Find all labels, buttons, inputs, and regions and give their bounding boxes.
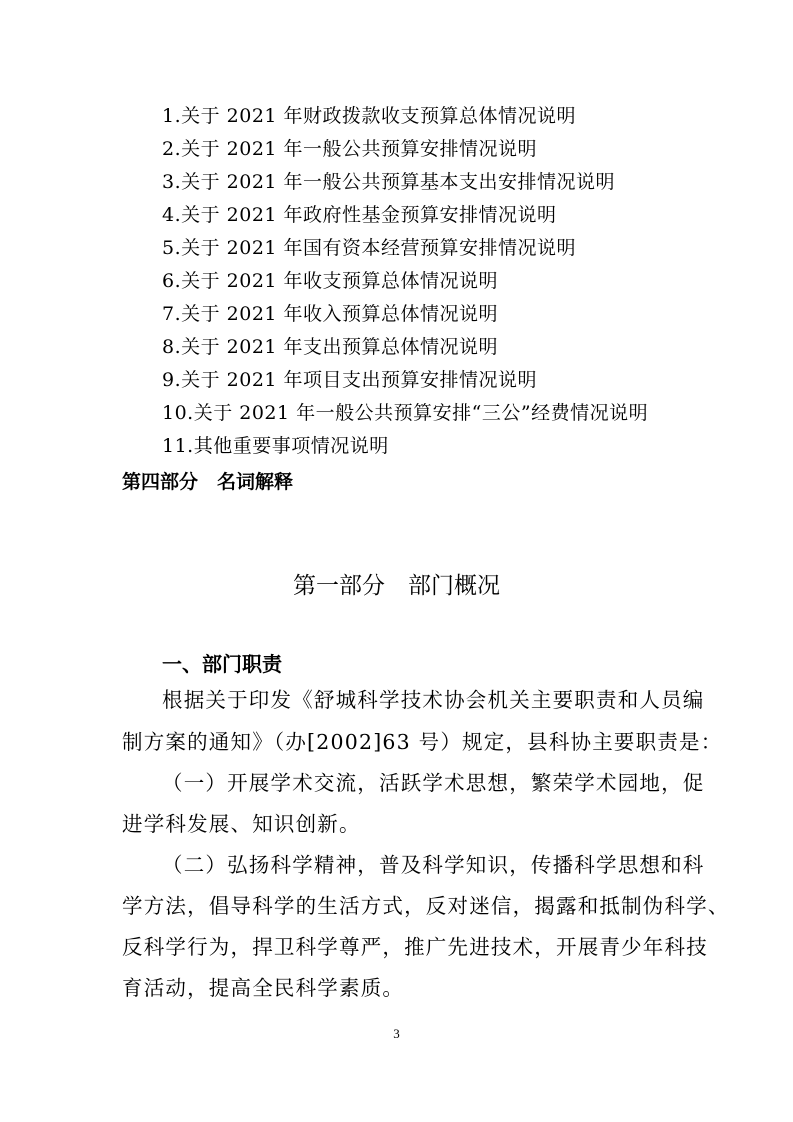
part-four-heading: 第四部分 名词解释 — [122, 471, 294, 493]
body-line-1: 根据关于印发《舒城科学技术协会机关主要职责和人员编 — [162, 688, 705, 712]
toc-item-7: 7.关于 2021 年收入预算总体情况说明 — [162, 303, 499, 325]
toc-item-4: 4.关于 2021 年政府性基金预算安排情况说明 — [162, 204, 557, 226]
body-line-6: 学方法，倡导科学的生活方式，反对迷信，揭露和抵制伪科学、 — [122, 894, 730, 918]
toc-item-10: 10.关于 2021 年一般公共预算安排“三公”经费情况说明 — [162, 402, 649, 424]
body-line-5: （二）弘扬科学精神，普及科学知识，传播科学思想和科 — [162, 853, 705, 877]
body-line-8: 育活动，提高全民科学素质。 — [122, 976, 405, 1000]
section-title: 第一部分 部门概况 — [293, 573, 500, 599]
toc-item-9: 9.关于 2021 年项目支出预算安排情况说明 — [162, 369, 538, 391]
body-line-4: 进学科发展、知识创新。 — [122, 812, 361, 836]
toc-item-3: 3.关于 2021 年一般公共预算基本支出安排情况说明 — [162, 171, 616, 193]
page-number: 3 — [393, 1026, 400, 1041]
toc-item-8: 8.关于 2021 年支出预算总体情况说明 — [162, 336, 499, 358]
toc-item-2: 2.关于 2021 年一般公共预算安排情况说明 — [162, 138, 538, 160]
toc-item-6: 6.关于 2021 年收支预算总体情况说明 — [162, 270, 499, 292]
toc-item-1: 1.关于 2021 年财政拨款收支预算总体情况说明 — [162, 105, 577, 127]
toc-item-5: 5.关于 2021 年国有资本经营预算安排情况说明 — [162, 237, 577, 259]
body-line-2: 制方案的通知》（办[2002]63 号）规定，县科协主要职责是： — [122, 730, 723, 754]
toc-item-11: 11.其他重要事项情况说明 — [162, 435, 389, 457]
body-line-7: 反科学行为，捍卫科学尊严，推广先进技术，开展青少年科技 — [122, 935, 708, 959]
body-line-3: （一）开展学术交流，活跃学术思想，繁荣学术园地，促 — [162, 771, 705, 795]
sub-heading-responsibilities: 一、部门职责 — [162, 652, 282, 676]
